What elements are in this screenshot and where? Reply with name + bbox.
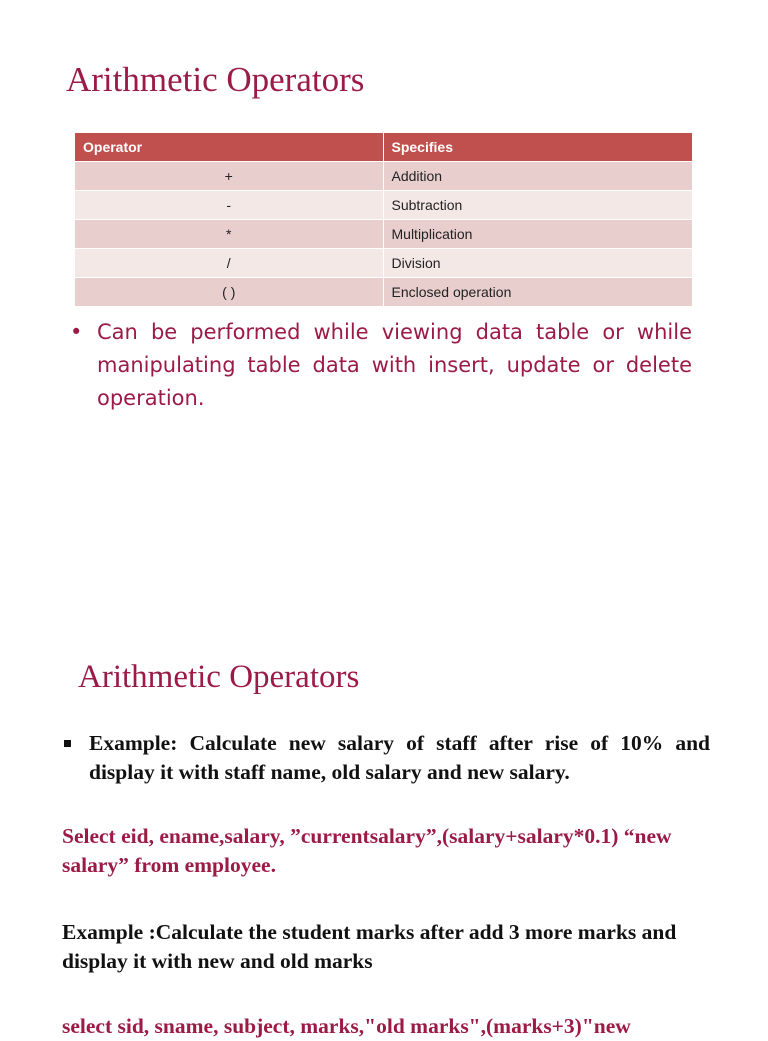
operator-cell: * [75, 220, 383, 249]
operator-cell: ( ) [75, 278, 383, 307]
specifies-cell: Multiplication [383, 220, 693, 249]
square-bullet-icon [64, 740, 71, 747]
specifies-cell: Division [383, 249, 693, 278]
example-text: Example: Calculate new salary of staff after rise of 10% and display it with staff name, old salary and new salary. [89, 731, 710, 784]
slide-2 [0, 512, 768, 1038]
operator-cell: / [75, 249, 383, 278]
table-row [75, 278, 693, 307]
example-text: Example :Calculate the student marks after add 3 more marks and display it with new and old marks [62, 920, 677, 973]
operator-cell: - [75, 191, 383, 220]
bullet-item [70, 316, 692, 415]
column-header-operator: Operator [75, 133, 383, 162]
table-row [75, 249, 693, 278]
bullet-text: Can be performed while viewing data table or while manipulating table data with insert, update or delete operation. [97, 320, 692, 410]
slide-1 [0, 0, 768, 512]
table-header-row [75, 133, 693, 162]
slide-title: Arithmetic Operators [78, 659, 360, 695]
column-header-specifies: Specifies [383, 133, 693, 162]
table-row [75, 220, 693, 249]
operators-table [75, 133, 693, 307]
example-bullet [64, 729, 710, 787]
sql-query: select sid, sname, subject, marks,"old marks",(marks+3)"new [62, 1014, 631, 1038]
specifies-cell: Addition [383, 162, 693, 191]
operator-cell: + [75, 162, 383, 191]
table-row [75, 191, 693, 220]
specifies-cell: Subtraction [383, 191, 693, 220]
bullet-dot-icon: • [70, 320, 83, 344]
sql-query: Select eid, ename,salary, ”currentsalary”,(salary+salary*0.1) “new salary” from employee. [62, 824, 672, 877]
table-row [75, 162, 693, 191]
slide-title: Arithmetic Operators [66, 60, 365, 99]
specifies-cell: Enclosed operation [383, 278, 693, 307]
